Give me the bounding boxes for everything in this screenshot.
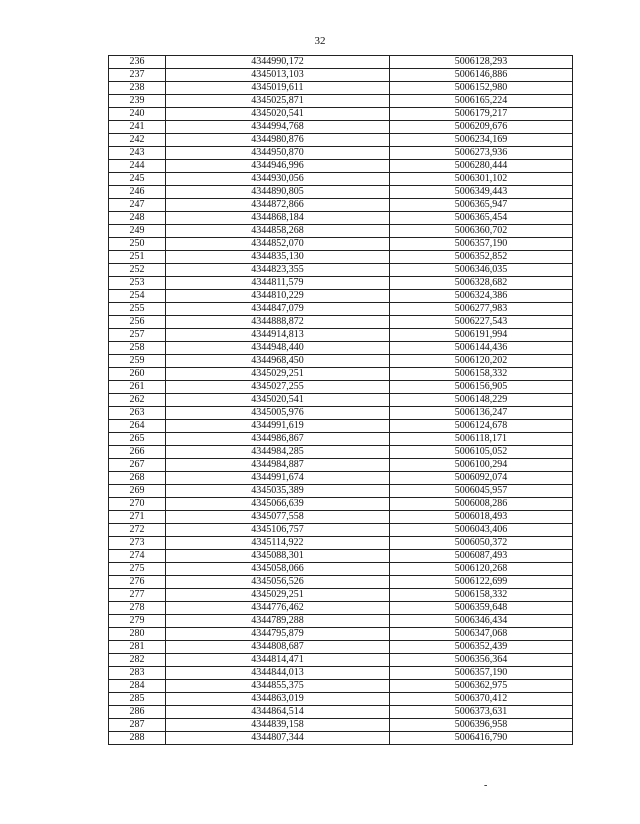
point-number-cell: 247 <box>109 199 166 212</box>
point-number-cell: 266 <box>109 446 166 459</box>
x-coordinate-cell: 4344980,876 <box>166 134 390 147</box>
x-coordinate-cell: 4345029,251 <box>166 368 390 381</box>
point-number-cell: 236 <box>109 56 166 69</box>
y-coordinate-cell: 5006209,676 <box>390 121 573 134</box>
y-coordinate-cell: 5006365,947 <box>390 199 573 212</box>
table-row <box>109 537 573 550</box>
y-coordinate-cell: 5006301,102 <box>390 173 573 186</box>
y-coordinate-cell: 5006227,543 <box>390 316 573 329</box>
y-coordinate-cell: 5006346,434 <box>390 615 573 628</box>
point-number-cell: 255 <box>109 303 166 316</box>
table-row <box>109 680 573 693</box>
x-coordinate-cell: 4345029,251 <box>166 589 390 602</box>
y-coordinate-cell: 5006158,332 <box>390 368 573 381</box>
table-row <box>109 719 573 732</box>
point-number-cell: 268 <box>109 472 166 485</box>
x-coordinate-cell: 4344864,514 <box>166 706 390 719</box>
x-coordinate-cell: 4344789,288 <box>166 615 390 628</box>
table-row <box>109 511 573 524</box>
x-coordinate-cell: 4344810,229 <box>166 290 390 303</box>
point-number-cell: 264 <box>109 420 166 433</box>
y-coordinate-cell: 5006273,936 <box>390 147 573 160</box>
x-coordinate-cell: 4344795,879 <box>166 628 390 641</box>
y-coordinate-cell: 5006105,052 <box>390 446 573 459</box>
x-coordinate-cell: 4344914,813 <box>166 329 390 342</box>
x-coordinate-cell: 4344814,471 <box>166 654 390 667</box>
y-coordinate-cell: 5006122,699 <box>390 576 573 589</box>
point-number-cell: 242 <box>109 134 166 147</box>
point-number-cell: 276 <box>109 576 166 589</box>
table-row <box>109 667 573 680</box>
point-number-cell: 271 <box>109 511 166 524</box>
table-row <box>109 225 573 238</box>
table-row <box>109 147 573 160</box>
y-coordinate-cell: 5006349,443 <box>390 186 573 199</box>
x-coordinate-cell: 4344990,172 <box>166 56 390 69</box>
point-number-cell: 265 <box>109 433 166 446</box>
y-coordinate-cell: 5006346,035 <box>390 264 573 277</box>
point-number-cell: 277 <box>109 589 166 602</box>
point-number-cell: 269 <box>109 485 166 498</box>
y-coordinate-cell: 5006092,074 <box>390 472 573 485</box>
x-coordinate-cell: 4345005,976 <box>166 407 390 420</box>
x-coordinate-cell: 4344991,674 <box>166 472 390 485</box>
x-coordinate-cell: 4344950,870 <box>166 147 390 160</box>
y-coordinate-cell: 5006144,436 <box>390 342 573 355</box>
point-number-cell: 260 <box>109 368 166 381</box>
table-row <box>109 524 573 537</box>
point-number-cell: 275 <box>109 563 166 576</box>
point-number-cell: 256 <box>109 316 166 329</box>
table-row <box>109 342 573 355</box>
table-row <box>109 693 573 706</box>
point-number-cell: 252 <box>109 264 166 277</box>
x-coordinate-cell: 4345106,757 <box>166 524 390 537</box>
table-row <box>109 654 573 667</box>
x-coordinate-cell: 4344868,184 <box>166 212 390 225</box>
y-coordinate-cell: 5006124,678 <box>390 420 573 433</box>
y-coordinate-cell: 5006148,229 <box>390 394 573 407</box>
point-number-cell: 249 <box>109 225 166 238</box>
table-row <box>109 316 573 329</box>
x-coordinate-cell: 4344811,579 <box>166 277 390 290</box>
y-coordinate-cell: 5006347,068 <box>390 628 573 641</box>
point-number-cell: 273 <box>109 537 166 550</box>
x-coordinate-cell: 4345035,389 <box>166 485 390 498</box>
point-number-cell: 239 <box>109 95 166 108</box>
x-coordinate-cell: 4344946,996 <box>166 160 390 173</box>
y-coordinate-cell: 5006359,648 <box>390 602 573 615</box>
y-coordinate-cell: 5006416,790 <box>390 732 573 745</box>
x-coordinate-cell: 4344807,344 <box>166 732 390 745</box>
point-number-cell: 280 <box>109 628 166 641</box>
point-number-cell: 288 <box>109 732 166 745</box>
table-row <box>109 277 573 290</box>
coordinates-table <box>108 55 573 745</box>
x-coordinate-cell: 4345058,066 <box>166 563 390 576</box>
y-coordinate-cell: 5006165,224 <box>390 95 573 108</box>
table-row <box>109 485 573 498</box>
coordinates-table-body <box>109 56 573 745</box>
x-coordinate-cell: 4345066,639 <box>166 498 390 511</box>
point-number-cell: 278 <box>109 602 166 615</box>
y-coordinate-cell: 5006118,171 <box>390 433 573 446</box>
table-row <box>109 121 573 134</box>
point-number-cell: 274 <box>109 550 166 563</box>
table-row <box>109 498 573 511</box>
x-coordinate-cell: 4345056,526 <box>166 576 390 589</box>
point-number-cell: 244 <box>109 160 166 173</box>
table-row <box>109 82 573 95</box>
x-coordinate-cell: 4344888,872 <box>166 316 390 329</box>
y-coordinate-cell: 5006146,886 <box>390 69 573 82</box>
point-number-cell: 261 <box>109 381 166 394</box>
table-row <box>109 628 573 641</box>
y-coordinate-cell: 5006008,286 <box>390 498 573 511</box>
table-row <box>109 238 573 251</box>
table-row <box>109 251 573 264</box>
y-coordinate-cell: 5006045,957 <box>390 485 573 498</box>
table-row <box>109 355 573 368</box>
y-coordinate-cell: 5006360,702 <box>390 225 573 238</box>
point-number-cell: 259 <box>109 355 166 368</box>
point-number-cell: 262 <box>109 394 166 407</box>
table-row <box>109 56 573 69</box>
y-coordinate-cell: 5006018,493 <box>390 511 573 524</box>
point-number-cell: 250 <box>109 238 166 251</box>
x-coordinate-cell: 4345088,301 <box>166 550 390 563</box>
table-row <box>109 368 573 381</box>
table-row <box>109 199 573 212</box>
point-number-cell: 248 <box>109 212 166 225</box>
table-row <box>109 381 573 394</box>
y-coordinate-cell: 5006352,852 <box>390 251 573 264</box>
y-coordinate-cell: 5006280,444 <box>390 160 573 173</box>
footer-mark: - <box>484 780 488 791</box>
y-coordinate-cell: 5006191,994 <box>390 329 573 342</box>
table-row <box>109 186 573 199</box>
table-row <box>109 576 573 589</box>
x-coordinate-cell: 4344991,619 <box>166 420 390 433</box>
y-coordinate-cell: 5006152,980 <box>390 82 573 95</box>
y-coordinate-cell: 5006043,406 <box>390 524 573 537</box>
x-coordinate-cell: 4344863,019 <box>166 693 390 706</box>
point-number-cell: 238 <box>109 82 166 95</box>
point-number-cell: 254 <box>109 290 166 303</box>
x-coordinate-cell: 4344823,355 <box>166 264 390 277</box>
table-row <box>109 134 573 147</box>
y-coordinate-cell: 5006356,364 <box>390 654 573 667</box>
table-row <box>109 732 573 745</box>
point-number-cell: 258 <box>109 342 166 355</box>
point-number-cell: 282 <box>109 654 166 667</box>
y-coordinate-cell: 5006087,493 <box>390 550 573 563</box>
x-coordinate-cell: 4344872,866 <box>166 199 390 212</box>
point-number-cell: 270 <box>109 498 166 511</box>
y-coordinate-cell: 5006156,905 <box>390 381 573 394</box>
y-coordinate-cell: 5006328,682 <box>390 277 573 290</box>
table-row <box>109 602 573 615</box>
y-coordinate-cell: 5006277,983 <box>390 303 573 316</box>
x-coordinate-cell: 4344855,375 <box>166 680 390 693</box>
table-row <box>109 95 573 108</box>
x-coordinate-cell: 4344835,130 <box>166 251 390 264</box>
y-coordinate-cell: 5006234,169 <box>390 134 573 147</box>
page-number: 32 <box>314 35 326 47</box>
table-row <box>109 550 573 563</box>
point-number-cell: 240 <box>109 108 166 121</box>
x-coordinate-cell: 4345114,922 <box>166 537 390 550</box>
x-coordinate-cell: 4344994,768 <box>166 121 390 134</box>
point-number-cell: 284 <box>109 680 166 693</box>
y-coordinate-cell: 5006179,217 <box>390 108 573 121</box>
y-coordinate-cell: 5006352,439 <box>390 641 573 654</box>
point-number-cell: 257 <box>109 329 166 342</box>
y-coordinate-cell: 5006050,372 <box>390 537 573 550</box>
x-coordinate-cell: 4344930,056 <box>166 173 390 186</box>
y-coordinate-cell: 5006120,268 <box>390 563 573 576</box>
x-coordinate-cell: 4345025,871 <box>166 95 390 108</box>
y-coordinate-cell: 5006158,332 <box>390 589 573 602</box>
x-coordinate-cell: 4344858,268 <box>166 225 390 238</box>
table-row <box>109 641 573 654</box>
point-number-cell: 285 <box>109 693 166 706</box>
point-number-cell: 279 <box>109 615 166 628</box>
table-row <box>109 407 573 420</box>
point-number-cell: 237 <box>109 69 166 82</box>
table-row <box>109 329 573 342</box>
x-coordinate-cell: 4344948,440 <box>166 342 390 355</box>
point-number-cell: 263 <box>109 407 166 420</box>
x-coordinate-cell: 4344984,285 <box>166 446 390 459</box>
table-row <box>109 420 573 433</box>
y-coordinate-cell: 5006362,975 <box>390 680 573 693</box>
x-coordinate-cell: 4344986,867 <box>166 433 390 446</box>
point-number-cell: 245 <box>109 173 166 186</box>
x-coordinate-cell: 4345077,558 <box>166 511 390 524</box>
y-coordinate-cell: 5006136,247 <box>390 407 573 420</box>
y-coordinate-cell: 5006373,631 <box>390 706 573 719</box>
table-row <box>109 615 573 628</box>
y-coordinate-cell: 5006365,454 <box>390 212 573 225</box>
table-row <box>109 394 573 407</box>
point-number-cell: 267 <box>109 459 166 472</box>
x-coordinate-cell: 4344839,158 <box>166 719 390 732</box>
x-coordinate-cell: 4344776,462 <box>166 602 390 615</box>
y-coordinate-cell: 5006357,190 <box>390 238 573 251</box>
x-coordinate-cell: 4344984,887 <box>166 459 390 472</box>
table-row <box>109 706 573 719</box>
x-coordinate-cell: 4344808,687 <box>166 641 390 654</box>
table-row <box>109 433 573 446</box>
table-row <box>109 160 573 173</box>
y-coordinate-cell: 5006100,294 <box>390 459 573 472</box>
table-row <box>109 303 573 316</box>
point-number-cell: 283 <box>109 667 166 680</box>
table-row <box>109 212 573 225</box>
y-coordinate-cell: 5006120,202 <box>390 355 573 368</box>
y-coordinate-cell: 5006324,386 <box>390 290 573 303</box>
table-row <box>109 589 573 602</box>
point-number-cell: 243 <box>109 147 166 160</box>
y-coordinate-cell: 5006357,190 <box>390 667 573 680</box>
x-coordinate-cell: 4345019,611 <box>166 82 390 95</box>
x-coordinate-cell: 4345027,255 <box>166 381 390 394</box>
x-coordinate-cell: 4345020,541 <box>166 108 390 121</box>
table-row <box>109 472 573 485</box>
table-row <box>109 173 573 186</box>
x-coordinate-cell: 4344968,450 <box>166 355 390 368</box>
point-number-cell: 241 <box>109 121 166 134</box>
table-row <box>109 264 573 277</box>
point-number-cell: 251 <box>109 251 166 264</box>
table-row <box>109 108 573 121</box>
x-coordinate-cell: 4344890,805 <box>166 186 390 199</box>
point-number-cell: 246 <box>109 186 166 199</box>
point-number-cell: 281 <box>109 641 166 654</box>
y-coordinate-cell: 5006396,958 <box>390 719 573 732</box>
table-row <box>109 290 573 303</box>
x-coordinate-cell: 4344847,079 <box>166 303 390 316</box>
x-coordinate-cell: 4344852,070 <box>166 238 390 251</box>
y-coordinate-cell: 5006370,412 <box>390 693 573 706</box>
x-coordinate-cell: 4345020,541 <box>166 394 390 407</box>
x-coordinate-cell: 4345013,103 <box>166 69 390 82</box>
table-row <box>109 69 573 82</box>
x-coordinate-cell: 4344844,013 <box>166 667 390 680</box>
point-number-cell: 272 <box>109 524 166 537</box>
table-row <box>109 563 573 576</box>
point-number-cell: 286 <box>109 706 166 719</box>
y-coordinate-cell: 5006128,293 <box>390 56 573 69</box>
point-number-cell: 287 <box>109 719 166 732</box>
table-row <box>109 446 573 459</box>
table-row <box>109 459 573 472</box>
point-number-cell: 253 <box>109 277 166 290</box>
